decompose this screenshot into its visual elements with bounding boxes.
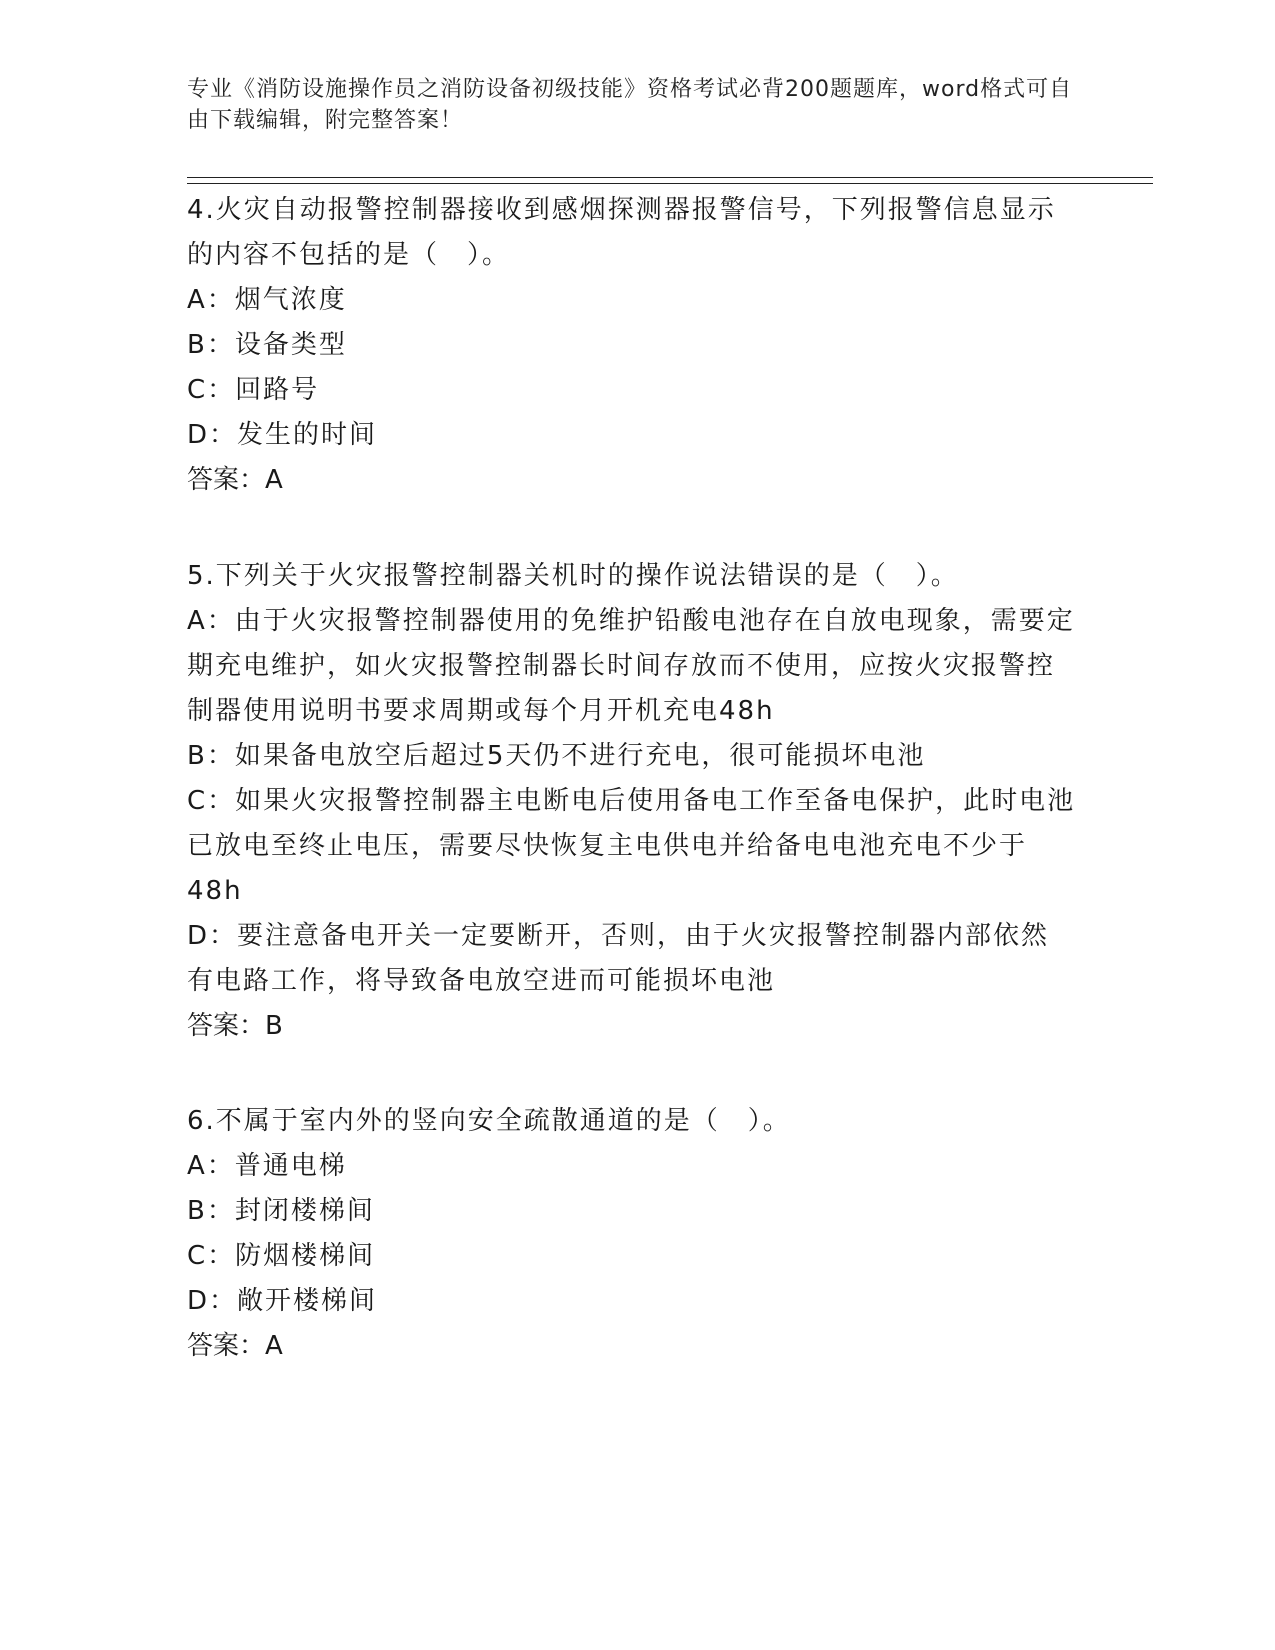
question-stem: 5.下列关于火灾报警控制器关机时的操作说法错误的是（ ）。 <box>187 561 959 591</box>
option-b: B：封闭楼梯间 <box>187 1196 375 1226</box>
question-6 <box>187 1099 1077 1369</box>
answer: 答案：A <box>187 1331 283 1361</box>
option-d: D：要注意备电开关一定要断开，否则，由于火灾报警控制器内部依然有电路工作，将导致备电放空进而可能损坏电池 <box>187 921 1050 996</box>
option-d: D：发生的时间 <box>187 420 378 450</box>
header-divider-top <box>187 177 1153 178</box>
question-stem: 6.不属于室内外的竖向安全疏散通道的是（ ）。 <box>187 1106 791 1136</box>
question-stem: 4.火灾自动报警控制器接收到感烟探测器报警信号，下列报警信息显示的内容不包括的是（ ）。 <box>187 195 1056 270</box>
document-header: 专业《消防设施操作员之消防设备初级技能》资格考试必背200题题库，word格式可自由下载编辑，附完整答案！ <box>187 77 1073 133</box>
option-a: A：普通电梯 <box>187 1151 347 1181</box>
option-c: C：防烟楼梯间 <box>187 1241 376 1271</box>
option-c: C：如果火灾报警控制器主电断电后使用备电工作至备电保护，此时电池已放电至终止电压，需要尽快恢复主电供电并给备电电池充电不少于48h <box>187 786 1076 906</box>
option-b: B：如果备电放空后超过5天仍不进行充电，很可能损坏电池 <box>187 741 926 771</box>
header-divider-bottom <box>187 183 1153 184</box>
question-5 <box>187 554 1077 1049</box>
answer: 答案：A <box>187 465 283 495</box>
option-a: A：由于火灾报警控制器使用的免维护铅酸电池存在自放电现象，需要定期充电维护，如火灾报警控制器长时间存放而不使用，应按火灾报警控制器使用说明书要求周期或每个月开机充电48h <box>187 606 1075 726</box>
option-a: A：烟气浓度 <box>187 285 347 315</box>
question-4 <box>187 188 1077 503</box>
answer: 答案：B <box>187 1011 283 1041</box>
option-d: D：敞开楼梯间 <box>187 1286 378 1316</box>
option-c: C：回路号 <box>187 375 320 405</box>
option-b: B：设备类型 <box>187 330 347 360</box>
